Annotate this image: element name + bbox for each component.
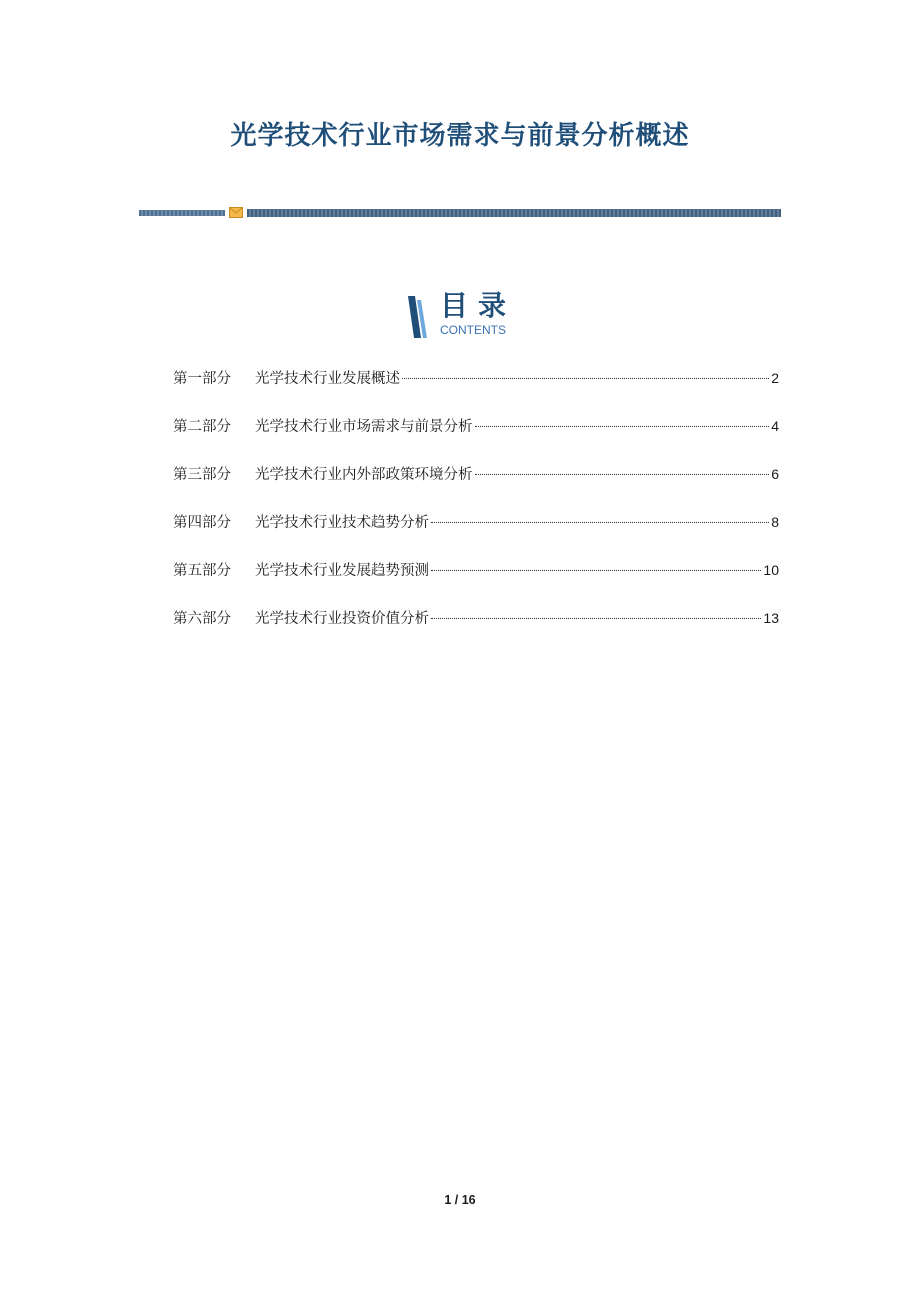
toc-entry-title: 光学技术行业技术趋势分析 bbox=[255, 515, 429, 531]
toc-page-number: 2 bbox=[771, 370, 779, 386]
dot-leader bbox=[402, 378, 769, 379]
toc-part-label: 第二部分 bbox=[173, 419, 231, 435]
dot-leader bbox=[431, 522, 769, 523]
toc-heading bbox=[406, 289, 546, 342]
toc-entry-title: 光学技术行业发展概述 bbox=[255, 371, 400, 387]
toc-entry-1[interactable] bbox=[173, 366, 779, 414]
divider-bar-left bbox=[139, 210, 225, 216]
toc-part-label: 第五部分 bbox=[173, 563, 231, 579]
dot-leader bbox=[431, 618, 761, 619]
table-of-contents bbox=[173, 366, 779, 654]
toc-heading-subtitle: CONTENTS bbox=[440, 323, 506, 337]
toc-page-number: 10 bbox=[763, 562, 779, 578]
toc-entry-3[interactable] bbox=[173, 462, 779, 510]
toc-part-label: 第一部分 bbox=[173, 371, 231, 387]
toc-part-label: 第六部分 bbox=[173, 611, 231, 627]
toc-page-number: 13 bbox=[763, 610, 779, 626]
document-title: 光学技术行业市场需求与前景分析概述 bbox=[230, 121, 690, 151]
toc-entry-5[interactable] bbox=[173, 558, 779, 606]
toc-entry-title: 光学技术行业发展趋势预测 bbox=[255, 563, 429, 579]
toc-part-label: 第四部分 bbox=[173, 515, 231, 531]
dot-leader bbox=[431, 570, 761, 571]
dot-leader bbox=[475, 426, 770, 427]
toc-heading-title: 目录 bbox=[440, 289, 517, 322]
toc-entry-2[interactable] bbox=[173, 414, 779, 462]
toc-entry-title: 光学技术行业市场需求与前景分析 bbox=[255, 419, 473, 435]
title-divider bbox=[139, 206, 781, 220]
toc-page-number: 8 bbox=[771, 514, 779, 530]
toc-page-number: 6 bbox=[771, 466, 779, 482]
toc-entry-title: 光学技术行业投资价值分析 bbox=[255, 611, 429, 627]
toc-entry-title: 光学技术行业内外部政策环境分析 bbox=[255, 467, 473, 483]
dot-leader bbox=[475, 474, 770, 475]
toc-part-label: 第三部分 bbox=[173, 467, 231, 483]
toc-entry-6[interactable] bbox=[173, 606, 779, 654]
page-indicator: 1 / 16 bbox=[444, 1193, 476, 1207]
divider-bar-right bbox=[247, 209, 781, 217]
contents-logo-mark-icon bbox=[406, 294, 432, 340]
envelope-icon bbox=[229, 207, 243, 218]
toc-entry-4[interactable] bbox=[173, 510, 779, 558]
toc-page-number: 4 bbox=[771, 418, 779, 434]
